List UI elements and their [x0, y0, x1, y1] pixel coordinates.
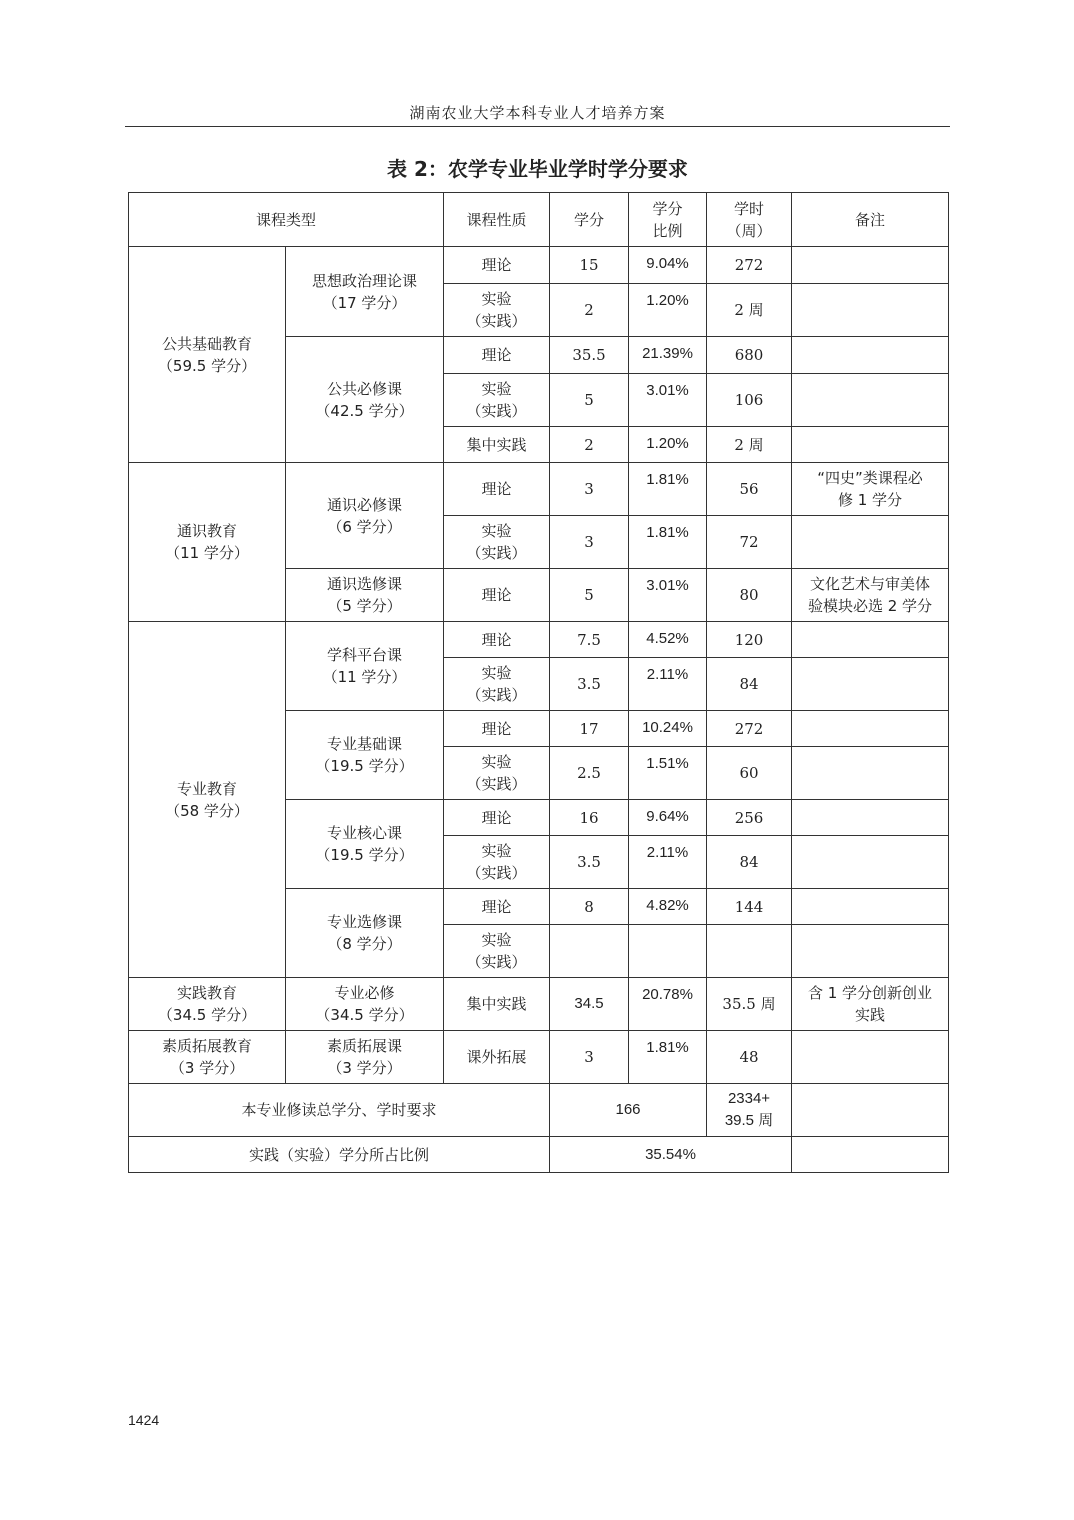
practice-ratio-row	[129, 1137, 949, 1173]
ratio-cell: 3.01%	[629, 569, 707, 622]
credits-cell: 8	[550, 889, 629, 925]
group-general: 通识教育 （11 学分）	[129, 463, 286, 622]
nature-cell: 理论	[444, 711, 550, 747]
hours-cell: 2 周	[707, 427, 792, 463]
ratio-cell: 2.11%	[629, 658, 707, 711]
hours-cell: 120	[707, 622, 792, 658]
nature-cell: 实验 （实践）	[444, 747, 550, 800]
credits-cell: 15	[550, 247, 629, 284]
nature-cell: 集中实践	[444, 978, 550, 1031]
credits-cell: 3.5	[550, 836, 629, 889]
note-cell	[792, 800, 949, 836]
nature-cell: 实验 （实践）	[444, 516, 550, 569]
credits-cell: 5	[550, 569, 629, 622]
ratio-cell: 1.81%	[629, 516, 707, 569]
ratio-cell: 10.24%	[629, 711, 707, 747]
practice-ratio-value: 35.54%	[550, 1137, 792, 1173]
col-header-type: 课程类型	[129, 193, 444, 247]
hours-cell	[707, 925, 792, 978]
nature-cell: 实验 （实践）	[444, 284, 550, 337]
ratio-cell	[629, 925, 707, 978]
credits-cell: 3.5	[550, 658, 629, 711]
credits-cell: 5	[550, 374, 629, 427]
ratio-cell: 3.01%	[629, 374, 707, 427]
totals-label: 本专业修读总学分、学时要求	[129, 1084, 550, 1137]
group-public: 公共基础教育 （59.5 学分）	[129, 247, 286, 463]
sub-core: 专业核心课 （19.5 学分）	[286, 800, 444, 889]
hours-cell: 272	[707, 247, 792, 284]
credits-cell: 3	[550, 463, 629, 516]
header-rule	[125, 126, 950, 127]
ratio-cell: 1.81%	[629, 1031, 707, 1084]
hours-cell: 56	[707, 463, 792, 516]
hours-cell: 272	[707, 711, 792, 747]
credits-cell: 2	[550, 284, 629, 337]
note-cell	[792, 711, 949, 747]
hours-cell: 680	[707, 337, 792, 374]
credits-cell: 34.5	[550, 978, 629, 1031]
sub-major-required: 专业必修 （34.5 学分）	[286, 978, 444, 1031]
hours-cell: 106	[707, 374, 792, 427]
hours-cell: 80	[707, 569, 792, 622]
ratio-cell: 4.52%	[629, 622, 707, 658]
sub-general-required: 通识必修课 （6 学分）	[286, 463, 444, 569]
note-cell	[792, 374, 949, 427]
page-number: 1424	[128, 1412, 160, 1428]
col-header-credits: 学分	[550, 193, 629, 247]
note-cell	[792, 925, 949, 978]
note-cell	[792, 1137, 949, 1173]
ratio-cell: 1.81%	[629, 463, 707, 516]
hours-cell: 35.5 周	[707, 978, 792, 1031]
nature-cell: 理论	[444, 622, 550, 658]
sub-platform: 学科平台课 （11 学分）	[286, 622, 444, 711]
nature-cell: 实验 （实践）	[444, 925, 550, 978]
totals-hours: 2334+ 39.5 周	[707, 1084, 792, 1137]
table-title: 表 2：农学专业毕业学时学分要求	[387, 157, 688, 181]
sub-public-required: 公共必修课 （42.5 学分）	[286, 337, 444, 463]
nature-cell: 实验 （实践）	[444, 836, 550, 889]
nature-cell: 理论	[444, 337, 550, 374]
ratio-cell: 1.20%	[629, 284, 707, 337]
ratio-cell: 9.64%	[629, 800, 707, 836]
sub-quality-course: 素质拓展课 （3 学分）	[286, 1031, 444, 1084]
col-header-ratio: 学分 比例	[629, 193, 707, 247]
credits-cell: 35.5	[550, 337, 629, 374]
hours-cell: 84	[707, 836, 792, 889]
totals-credits: 166	[550, 1084, 707, 1137]
practice-ratio-label: 实践（实验）学分所占比例	[129, 1137, 550, 1173]
note-cell	[792, 836, 949, 889]
hours-cell: 84	[707, 658, 792, 711]
sub-foundation: 专业基础课 （19.5 学分）	[286, 711, 444, 800]
note-cell	[792, 427, 949, 463]
ratio-cell: 20.78%	[629, 978, 707, 1031]
nature-cell: 集中实践	[444, 427, 550, 463]
totals-row	[129, 1084, 949, 1137]
group-major: 专业教育 （58 学分）	[129, 622, 286, 978]
ratio-cell: 1.20%	[629, 427, 707, 463]
note-cell	[792, 1031, 949, 1084]
nature-cell: 实验 （实践）	[444, 658, 550, 711]
table-row	[129, 978, 949, 1031]
nature-cell: 理论	[444, 889, 550, 925]
note-cell	[792, 1084, 949, 1137]
nature-cell: 理论	[444, 800, 550, 836]
note-cell	[792, 747, 949, 800]
hours-cell: 72	[707, 516, 792, 569]
hours-cell: 256	[707, 800, 792, 836]
credits-cell: 3	[550, 1031, 629, 1084]
table-row	[129, 463, 949, 516]
note-cell: 含 1 学分创新创业 实践	[792, 978, 949, 1031]
nature-cell: 实验 （实践）	[444, 374, 550, 427]
credits-cell: 7.5	[550, 622, 629, 658]
col-header-nature: 课程性质	[444, 193, 550, 247]
credit-requirements-table	[128, 192, 949, 1173]
ratio-cell: 4.82%	[629, 889, 707, 925]
note-cell	[792, 284, 949, 337]
ratio-cell: 21.39%	[629, 337, 707, 374]
nature-cell: 课外拓展	[444, 1031, 550, 1084]
nature-cell: 理论	[444, 247, 550, 284]
note-cell	[792, 658, 949, 711]
nature-cell: 理论	[444, 569, 550, 622]
note-cell	[792, 516, 949, 569]
col-header-notes: 备注	[792, 193, 949, 247]
header-row	[129, 193, 949, 247]
note-cell	[792, 889, 949, 925]
sub-major-elective: 专业选修课 （8 学分）	[286, 889, 444, 978]
ratio-cell: 1.51%	[629, 747, 707, 800]
hours-cell: 2 周	[707, 284, 792, 337]
sub-general-elective: 通识选修课 （5 学分）	[286, 569, 444, 622]
hours-cell: 48	[707, 1031, 792, 1084]
nature-cell: 理论	[444, 463, 550, 516]
note-cell: 文化艺术与审美体 验模块必选 2 学分	[792, 569, 949, 622]
ratio-cell: 2.11%	[629, 836, 707, 889]
table-row	[129, 1031, 949, 1084]
note-cell	[792, 622, 949, 658]
credits-cell	[550, 925, 629, 978]
credits-cell: 17	[550, 711, 629, 747]
ratio-cell: 9.04%	[629, 247, 707, 284]
hours-cell: 60	[707, 747, 792, 800]
note-cell	[792, 337, 949, 374]
document-header: 湖南农业大学本科专业人才培养方案	[409, 104, 666, 122]
credits-cell: 16	[550, 800, 629, 836]
col-header-hours: 学时 （周）	[707, 193, 792, 247]
credits-cell: 2	[550, 427, 629, 463]
group-quality: 素质拓展教育 （3 学分）	[129, 1031, 286, 1084]
note-cell	[792, 247, 949, 284]
hours-cell: 144	[707, 889, 792, 925]
group-practice: 实践教育 （34.5 学分）	[129, 978, 286, 1031]
table-row	[129, 247, 949, 284]
sub-ideology: 思想政治理论课 （17 学分）	[286, 247, 444, 337]
credits-cell: 2.5	[550, 747, 629, 800]
note-cell: “四史”类课程必 修 1 学分	[792, 463, 949, 516]
table-row	[129, 622, 949, 658]
credits-cell: 3	[550, 516, 629, 569]
